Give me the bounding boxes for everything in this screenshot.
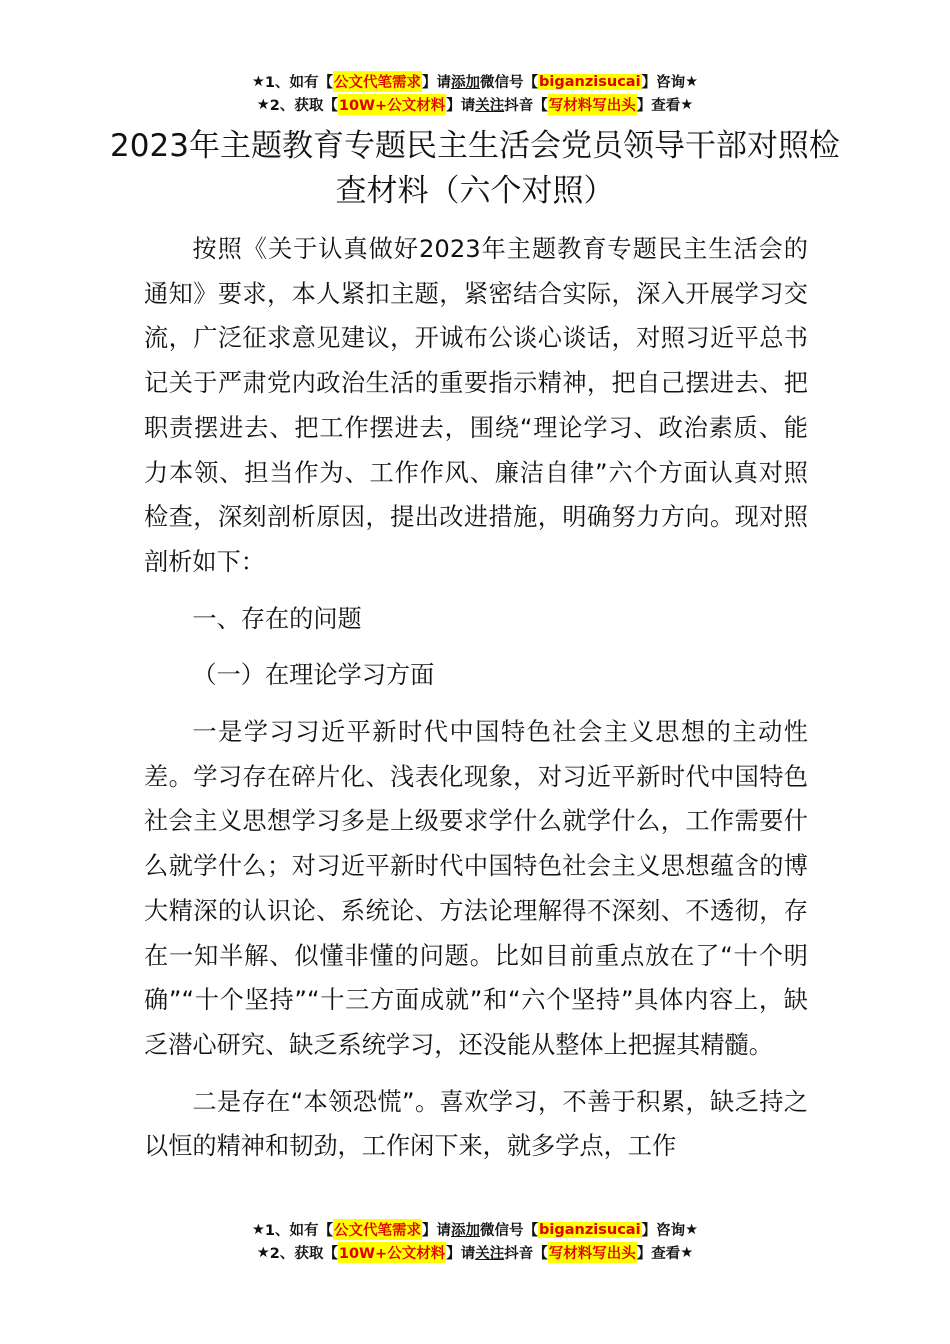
star-icon: ★ — [256, 96, 270, 113]
section-heading-problems: 一、存在的问题 — [192, 604, 362, 633]
banner-underline-add: 添加 — [451, 1223, 481, 1239]
banner-text: 2、获取【 — [269, 98, 338, 114]
banner-underline-add: 添加 — [451, 75, 481, 91]
banner-text: 】请 — [422, 1223, 452, 1239]
banner-underline-follow: 关注 — [475, 98, 505, 114]
banner-highlight-douyin: 写材料写出头 — [548, 94, 637, 115]
banner-text: 】咨询 — [641, 75, 686, 91]
banner-underline-follow: 关注 — [475, 1246, 505, 1262]
banner-text: 】请 — [446, 98, 476, 114]
banner-text: 】请 — [446, 1246, 476, 1262]
banner-text: 1、如有【 — [264, 1223, 334, 1239]
bottom-banner — [0, 1218, 950, 1264]
banner-highlight-service: 公文代笔需求 — [333, 1219, 422, 1240]
star-icon: ★ — [685, 73, 699, 90]
banner-text: 1、如有【 — [264, 75, 334, 91]
star-icon: ★ — [251, 73, 265, 90]
star-icon: ★ — [680, 1244, 694, 1261]
banner-text: 抖音【 — [504, 1246, 548, 1262]
top-banner — [0, 70, 950, 116]
banner-line-1 — [0, 70, 950, 93]
document-title: 2023年主题教育专题民主生活会党员领导干部对照检查材料（六个对照） — [110, 128, 840, 209]
paragraph-point-one: 一是学习习近平新时代中国特色社会主义思想的主动性差。学习存在碎片化、浅表化现象，对习近平新时代中国特色社会主义思想学习多是上级要求学什么就学什么，工作需要什么就学什么；对习近平新时代中国特色社会主义思想蕴含的博大精深的认识论、系统论、方法论理解得不深刻、不透彻，存在一知半解、似懂非懂的问题。比如目前重点放在了“十个明确”“十个坚持”“十三方面成就”和“六个坚持”具体内容上，缺乏潜心研究、缺乏系统学习，还没能从整体上把握其精髓。 — [144, 718, 808, 1059]
banner-text: 微信号【 — [480, 75, 539, 91]
banner-text: 】查看 — [636, 98, 681, 114]
banner-highlight-materials: 10W+公文材料 — [338, 1242, 446, 1263]
banner-line-2 — [0, 93, 950, 116]
paragraph-point-two: 二是存在“本领恐慌”。喜欢学习，不善于积累，缺乏持之以恒的精神和韧劲，工作闲下来，就多学点，工作 — [144, 1087, 808, 1161]
banner-highlight-materials: 10W+公文材料 — [338, 94, 446, 115]
banner-highlight-service: 公文代笔需求 — [333, 71, 422, 92]
banner-text: 微信号【 — [480, 1223, 539, 1239]
banner-text: 2、获取【 — [269, 1246, 338, 1262]
banner-highlight-wechat-id: biganzisucai — [539, 1221, 641, 1238]
banner-line-2 — [0, 1241, 950, 1264]
subsection-heading-theory: （一）在理论学习方面 — [192, 661, 435, 690]
star-icon: ★ — [251, 1221, 265, 1238]
banner-text: 抖音【 — [504, 98, 548, 114]
banner-highlight-douyin: 写材料写出头 — [548, 1242, 637, 1263]
document-body — [144, 227, 808, 1169]
star-icon: ★ — [680, 96, 694, 113]
banner-line-1 — [0, 1218, 950, 1241]
star-icon: ★ — [256, 1244, 270, 1261]
intro-paragraph: 按照《关于认真做好2023年主题教育专题民主生活会的通知》要求，本人紧扣主题，紧密结合实际，深入开展学习交流，广泛征求意见建议，开诚布公谈心谈话，对照习近平总书记关于严肃党内政治生活的重要指示精神，把自己摆进去、把职责摆进去、把工作摆进去，围绕“理论学习、政治素质、能力本领、担当作为、工作作风、廉洁自律”六个方面认真对照检查，深刻剖析原因，提出改进措施，明确努力方向。现对照剖析如下： — [144, 235, 808, 576]
banner-text: 】请 — [422, 75, 452, 91]
star-icon: ★ — [685, 1221, 699, 1238]
banner-text: 】查看 — [636, 1246, 681, 1262]
banner-text: 】咨询 — [641, 1223, 686, 1239]
banner-highlight-wechat-id: biganzisucai — [539, 73, 641, 90]
